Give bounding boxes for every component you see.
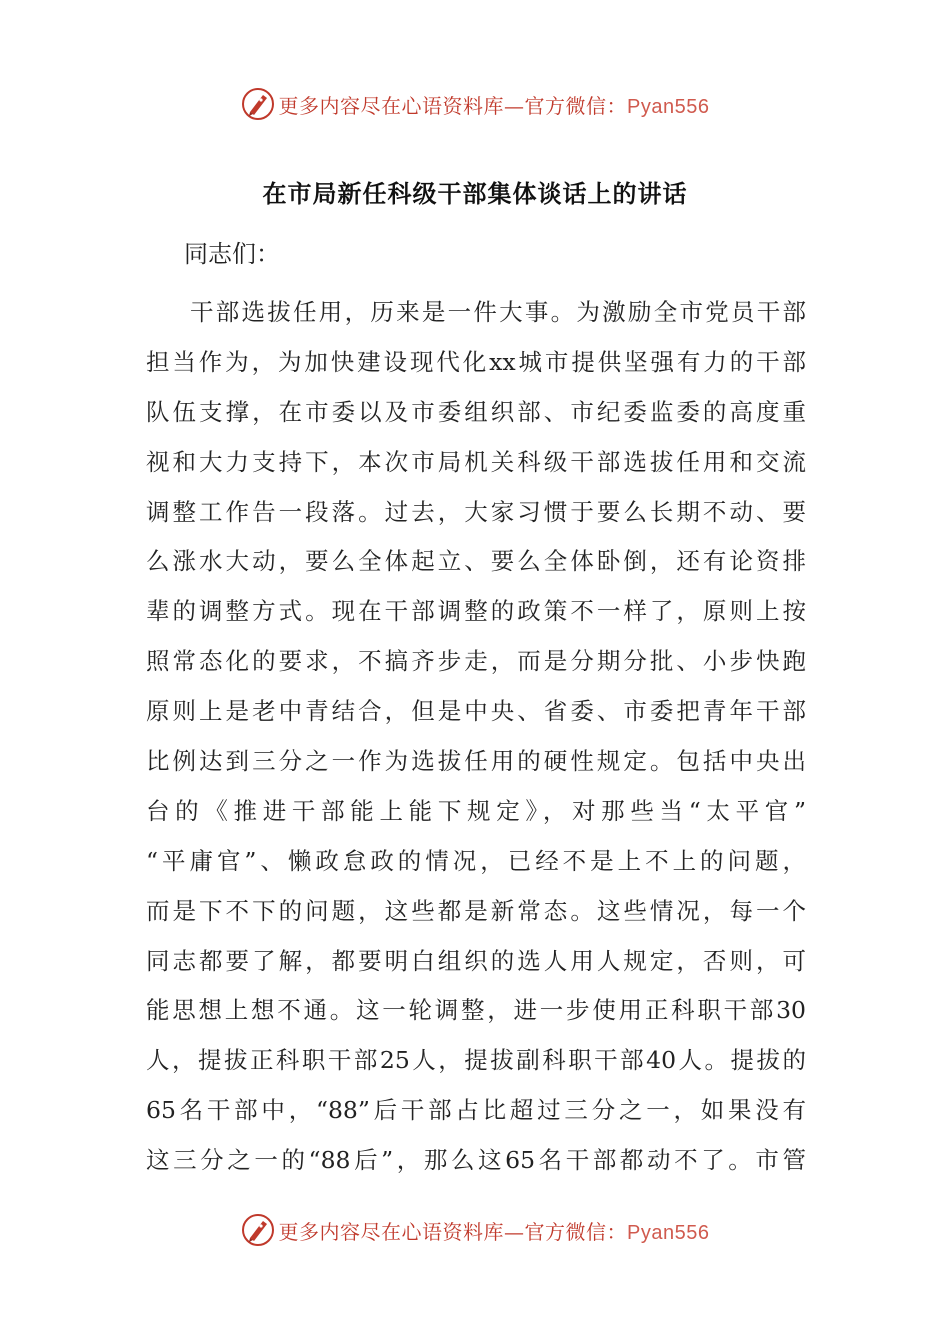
text-line: 能思想上想不通。这一轮调整，进一步使用正科职干部30	[146, 996, 806, 1025]
text-line: 65名干部中，“88”后干部占比超过三分之一，如果没有	[146, 1096, 806, 1125]
text-line: 调整工作告一段落。过去，大家习惯于要么长期不动、要	[146, 497, 806, 526]
text-line: 原则上是老中青结合，但是中央、省委、市委把青年干部	[146, 697, 806, 726]
watermark-wechat-id: Pyan556	[627, 1221, 710, 1244]
text-line: 这三分之一的“88后”，那么这65名干部都动不了。市管	[146, 1146, 806, 1175]
text-line: 而是下不下的问题，这些都是新常态。这些情况，每一个	[146, 896, 806, 925]
document-title: 在市局新任科级干部集体谈话上的讲话	[262, 180, 688, 208]
text-line: 担当作为，为加快建设现代化xx城市提供坚强有力的干部	[146, 347, 806, 376]
watermark-text	[279, 1216, 710, 1245]
watermark-banner-top	[0, 84, 950, 124]
pen-nib-logo-icon	[241, 1213, 275, 1247]
salutation: 同志们：	[184, 240, 280, 268]
text-line: “平庸官”、懒政怠政的情况，已经不是上不上的问题，	[146, 846, 806, 875]
text-line: 照常态化的要求，不搞齐步走，而是分期分批、小步快跑	[146, 647, 806, 676]
watermark-text	[279, 90, 710, 119]
watermark-wechat-label: 官方微信：	[524, 93, 628, 118]
text-line: 人，提拔正科职干部25人，提拔副科职干部40人。提拔的	[146, 1046, 806, 1075]
watermark-wechat-label: 官方微信：	[524, 1219, 628, 1244]
watermark-banner-bottom	[0, 1210, 950, 1250]
text-line: 视和大力支持下，本次市局机关科级干部选拔任用和交流	[146, 447, 806, 476]
text-line: 辈的调整方式。现在干部调整的政策不一样了，原则上按	[146, 597, 806, 626]
pen-nib-logo-icon	[241, 87, 275, 121]
text-line: 队伍支撑，在市委以及市委组织部、市纪委监委的高度重	[146, 397, 806, 426]
text-line: 么涨水大动，要么全体起立、要么全体卧倒，还有论资排	[146, 547, 806, 576]
text-line: 比例达到三分之一作为选拔任用的硬性规定。包括中央出	[146, 747, 806, 776]
watermark-main: 更多内容尽在心语资料库	[278, 93, 505, 118]
text-line: 台的《推进干部能上能下规定》，对那些当“太平官”	[146, 796, 806, 825]
watermark-wechat-id: Pyan556	[627, 95, 710, 118]
text-line: 干部选拔任用，历来是一件大事。为激励全市党员干部	[190, 298, 806, 326]
body-paragraph	[146, 288, 806, 1186]
text-line: 同志都要了解，都要明白组织的选人用人规定，否则，可	[146, 946, 806, 975]
watermark-main: 更多内容尽在心语资料库	[278, 1219, 505, 1244]
watermark-dash: —	[504, 1219, 525, 1244]
watermark-dash: —	[504, 93, 525, 118]
